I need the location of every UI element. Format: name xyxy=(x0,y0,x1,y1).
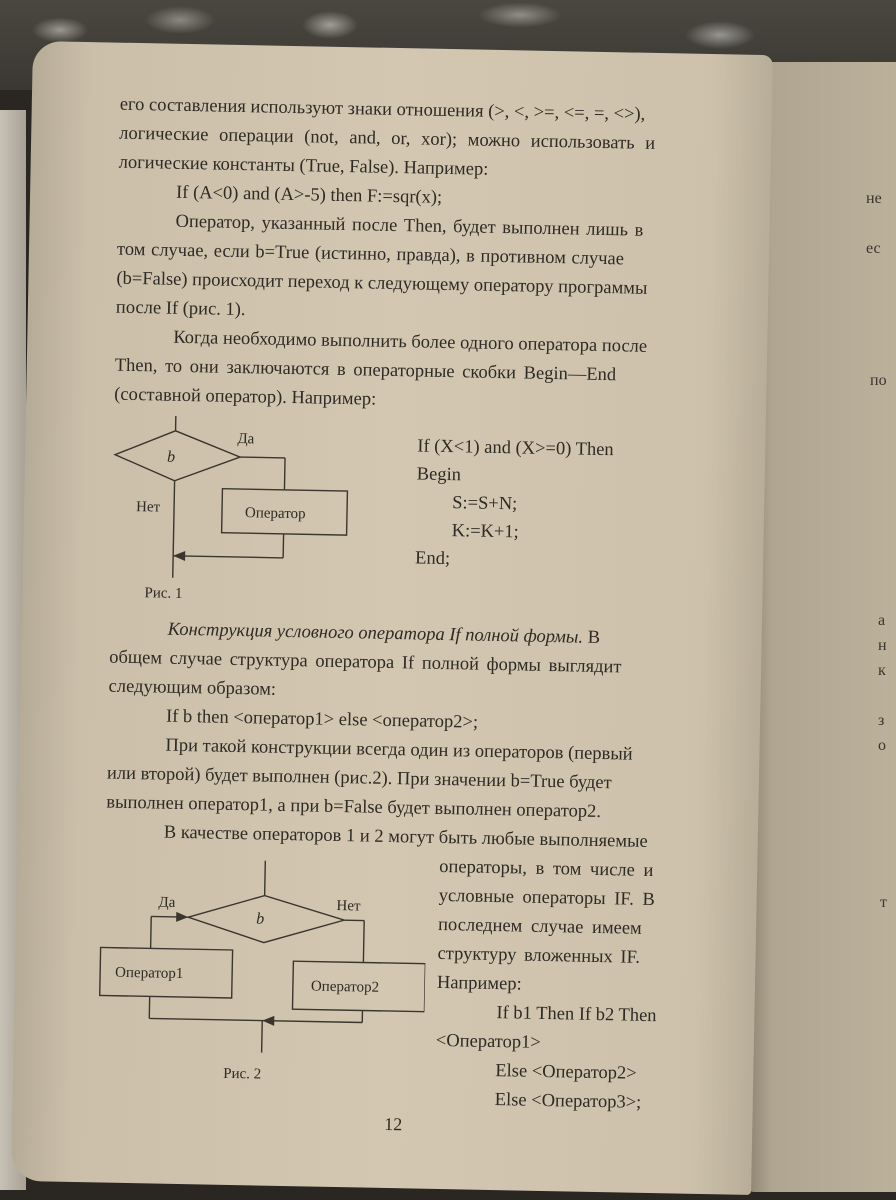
text-line: (b=False) происходит переход к следующему оператору программы xyxy=(116,268,648,299)
right-page-fragment: т xyxy=(880,894,887,911)
code-line: K:=K+1; xyxy=(451,521,519,543)
text-line: операторы, в том числе и xyxy=(439,856,654,882)
code-line: End; xyxy=(414,548,451,570)
right-page-fragment: ес xyxy=(866,240,881,257)
text-line: его составления используют знаки отношения (>, <, >=, <=, =, <>), xyxy=(119,94,646,125)
fig1-no-label: Нет xyxy=(135,499,161,516)
text-line: следующим образом: xyxy=(108,676,277,700)
right-page-fragment: н xyxy=(878,637,887,654)
text-line: общем случае структура оператора If полной формы выглядит xyxy=(108,647,622,678)
fig1-yes-label: Да xyxy=(237,431,255,448)
section-title: Конструкция условного оператора If полной формы. xyxy=(167,619,584,648)
right-page-fragment: о xyxy=(878,737,886,754)
right-page-fragment: не xyxy=(866,190,882,207)
section-first-line xyxy=(168,620,601,649)
code-line: S:=S+N; xyxy=(452,493,518,515)
text-line: (составной оператор). Например: xyxy=(114,384,377,410)
text-line: При такой конструкции всегда один из операторов (первый xyxy=(165,735,633,765)
text-line: логические константы (True, False). Например: xyxy=(118,152,489,180)
text-line: структуру вложенных IF. xyxy=(437,943,641,968)
fig1-caption: Рис. 1 xyxy=(144,585,183,602)
right-page-fragment: к xyxy=(878,662,886,679)
right-page-fragment: по xyxy=(870,372,887,389)
fig2-condition: b xyxy=(256,910,265,928)
text-fragment: В xyxy=(587,627,601,648)
code-line: Else <Оператор3>; xyxy=(494,1090,642,1113)
fig1-operator-label: Оператор xyxy=(244,505,306,523)
text-line: Когда необходимо выполнить более одного оператора после xyxy=(173,327,648,357)
code-line: If b1 Then If b2 Then xyxy=(496,1003,657,1027)
text-line: В качестве операторов 1 и 2 могут быть любые выполняемые xyxy=(163,822,648,852)
text-line: выполнен оператор1, а при b=False будет выполнен оператор2. xyxy=(106,792,602,823)
fig1-condition: b xyxy=(166,448,176,466)
text-line: или второй) будет выполнен (рис.2). При значении b=True будет xyxy=(106,763,612,794)
code-line: If (X<1) and (X>=0) Then xyxy=(417,436,614,461)
right-page-fragment: а xyxy=(878,612,886,629)
text-line: после If (рис. 1). xyxy=(115,297,246,321)
fig2-operator1-label: Оператор1 xyxy=(114,964,184,983)
page-number: 12 xyxy=(384,1113,403,1135)
right-page xyxy=(748,62,896,1192)
code-line: Else <Оператор2> xyxy=(495,1061,637,1084)
fig2-no-label: Нет xyxy=(336,897,361,915)
right-page-fragment: з xyxy=(878,712,885,729)
code-line: If b then <оператор1> else <оператор2>; xyxy=(165,706,479,733)
text-line: логические операции (not, and, or, xor); можно использовать и xyxy=(119,123,656,154)
fig2-operator2-label: Оператор2 xyxy=(310,978,380,996)
text-line: Then, то они заключаются в операторные скобки Begin—End xyxy=(114,355,617,386)
text-line: том случае, если b=True (истинно, правда), в противном случае xyxy=(116,239,625,270)
code-line: <Оператор1> xyxy=(435,1030,541,1053)
text-line: условные операторы IF. В xyxy=(438,885,655,911)
text-line: Например: xyxy=(436,972,522,995)
text-line: последнем случае имеем xyxy=(437,914,642,939)
figure-1-flowchart xyxy=(102,414,386,609)
code-line: Begin xyxy=(416,464,462,486)
book-page xyxy=(11,41,773,1195)
code-line: If (A<0) and (A>-5) then F:=sqr(x); xyxy=(175,182,443,208)
figure-2-flowchart xyxy=(93,857,427,1093)
fig2-yes-label: Да xyxy=(158,894,176,911)
text-line: Оператор, указанный после Then, будет выполнен лишь в xyxy=(175,211,644,241)
fig2-caption: Рис. 2 xyxy=(223,1065,262,1083)
